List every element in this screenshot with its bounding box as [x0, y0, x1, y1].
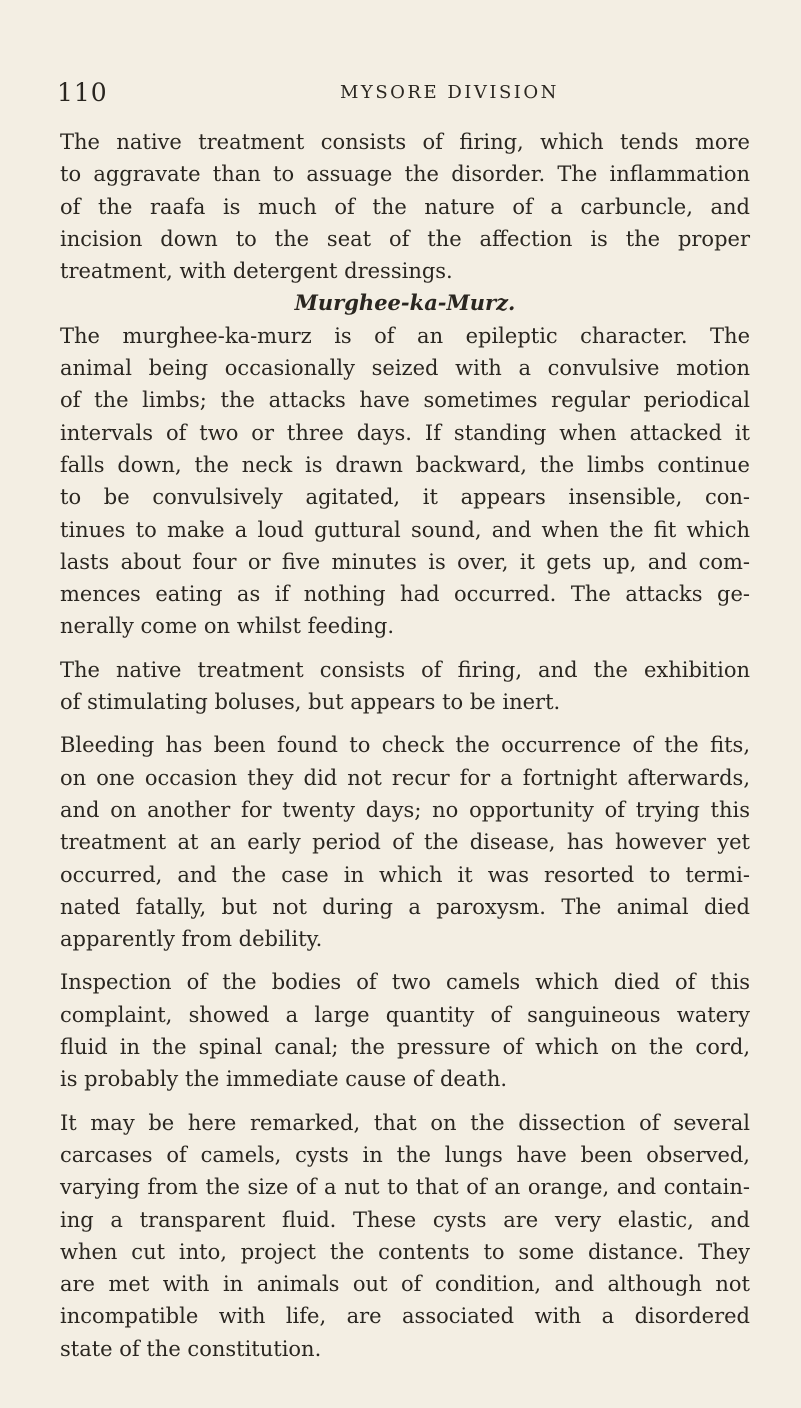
text-line: of the raafa is much of the nature of a carbuncle, and: [60, 194, 750, 219]
text-line: falls down, the neck is drawn backward, the limbs continue: [60, 452, 750, 477]
text-line: tinues to make a loud guttural sound, and when the fit which: [60, 517, 750, 542]
text-line: varying from the size of a nut to that of an orange, and contain-: [60, 1175, 750, 1200]
paragraph-6: [60, 1107, 750, 1365]
text-line: treatment, with detergent dressings.: [60, 259, 453, 284]
paragraph-2: [60, 320, 750, 643]
paragraph-3: [60, 654, 750, 719]
page-number: 110: [57, 78, 108, 107]
text-line: carcases of camels, cysts in the lungs have been observed,: [60, 1142, 750, 1167]
paragraph-5: [60, 966, 750, 1095]
text-line: nated fatally, but not during a paroxysm. The animal died: [60, 894, 750, 919]
section-heading: Murghee-ka-Murz.: [294, 290, 516, 316]
text-line: occurred, and the case in which it was resorted to termi-: [60, 862, 750, 887]
text-line: is probably the immediate cause of death.: [60, 1067, 508, 1092]
text-line: apparently from debility.: [60, 927, 323, 952]
text-line: incision down to the seat of the affection is the proper: [60, 226, 750, 251]
text-line: are met with in animals out of condition, and although not: [60, 1272, 750, 1297]
text-line: incompatible with life, are associated with a disordered: [60, 1304, 750, 1329]
text-line: when cut into, project the contents to some distance. They: [60, 1239, 750, 1264]
text-line: The native treatment consists of firing, which tends more: [60, 130, 750, 154]
text-line: to aggravate than to assuage the disorder. The inflammation: [60, 162, 750, 187]
text-line: on one occasion they did not recur for a fortnight afterwards,: [60, 765, 750, 790]
text-line: animal being occasionally seized with a convulsive motion: [60, 356, 750, 381]
text-line: Bleeding has been found to check the occurrence of the fits,: [60, 733, 750, 758]
text-line: Inspection of the bodies of two camels which died of this: [60, 970, 750, 995]
text-line: intervals of two or three days. If standing when attacked it: [60, 420, 750, 445]
paragraph-gap: [60, 718, 750, 729]
text-line: state of the constitution.: [60, 1336, 322, 1361]
text-line: treatment at an early period of the disease, has however yet: [60, 830, 750, 855]
text-line: to be convulsively agitated, it appears insensible, con-: [60, 485, 750, 510]
text-line: ing a transparent fluid. These cysts are very elastic, and: [60, 1207, 750, 1232]
paragraph-gap: [60, 1096, 750, 1107]
text-line: The native treatment consists of firing, and the exhibition: [60, 657, 750, 682]
paragraph-gap: [60, 643, 750, 654]
paragraph-1: [60, 126, 750, 287]
text-line: of the limbs; the attacks have sometimes regular periodical: [60, 388, 750, 413]
running-head: [0, 78, 801, 108]
text-line: and on another for twenty days; no opportunity of trying this: [60, 797, 750, 822]
text-line: mences eating as if nothing had occurred. The attacks ge-: [60, 582, 750, 607]
body-text: [60, 126, 750, 1365]
text-line: of stimulating boluses, but appears to be inert.: [60, 690, 561, 715]
text-line: The murghee-ka-murz is of an epileptic character. The: [60, 323, 750, 348]
text-line: complaint, showed a large quantity of sanguineous watery: [60, 1002, 750, 1027]
paragraph-4: [60, 729, 750, 955]
paragraph-gap: [60, 955, 750, 966]
text-line: It may be here remarked, that on the dissection of several: [60, 1110, 750, 1135]
text-line: nerally come on whilst feeding.: [60, 614, 395, 639]
text-line: fluid in the spinal canal; the pressure of which on the cord,: [60, 1035, 750, 1060]
running-title: MYSORE DIVISION: [340, 82, 559, 103]
text-line: lasts about four or five minutes is over, it gets up, and com-: [60, 549, 750, 574]
